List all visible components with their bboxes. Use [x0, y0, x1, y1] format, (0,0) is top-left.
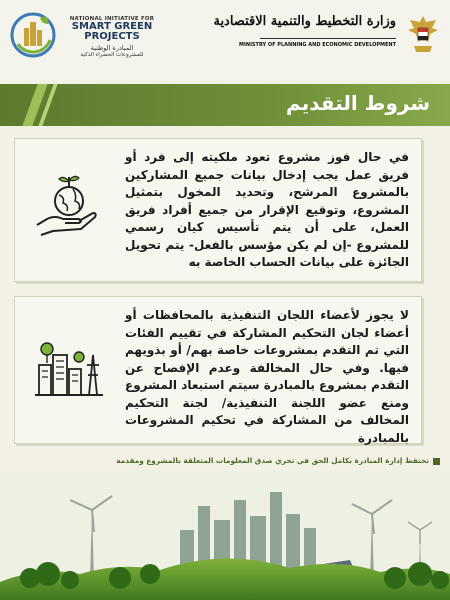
- ministry-name-ar: وزارة التخطيط والتنمية الاقتصادية: [213, 14, 396, 29]
- initiative-emblem-icon: [10, 10, 56, 60]
- bullet-square-icon: [433, 458, 440, 465]
- initiative-en-line2: SMART GREEN: [71, 21, 153, 32]
- disclaimer-note: [10, 456, 440, 465]
- title-bar: [0, 84, 450, 126]
- initiative-en-line3: PROJECTS: [84, 31, 140, 42]
- ministry-logo: [213, 10, 440, 60]
- disclaimer-text: تحتفظ إدارة المبادرة بكامل الحق في تحري صدق المعلومات المتعلقة بالمشروع ومقدمه: [116, 456, 429, 465]
- condition-text-1: في حال فوز مشروع تعود ملكيته إلى فرد أو فريق عمل يجب إدخال بيانات جميع المشاركين بالمشروع المرشح، وتحديد المخول بتمثيل المشروع، وتوقيع الإقرار من جميع أفراد فريق العمل، على أن يتم تأسيس كيان رسمي للمشروع -إن لم يكن مؤسس بالفعل- يتم تحويل الجائزة على بيانات الحساب الخاصة به: [125, 150, 409, 269]
- condition-card-2: [14, 296, 422, 444]
- initiative-ar-line1: المبادرة الوطنية: [90, 44, 134, 52]
- initiative-ar-line2: للمشروعات الخضراء الذكية: [80, 52, 144, 58]
- initiative-logo: [10, 10, 160, 66]
- city-energy-icon: [33, 335, 105, 401]
- ministry-name-en: MINISTRY OF PLANNING AND ECONOMIC DEVELOPMENT: [239, 42, 396, 48]
- header: [0, 0, 450, 80]
- initiative-en-line1: NATIONAL INITIATIVE FOR: [69, 16, 155, 22]
- condition-text-2: لا يجوز لأعضاء اللجان التنفيذية بالمحافظات أو أعضاء لجان التحكيم المشاركة في تقييم الفئات التي تم التقدم بمشروعات خاصة بهم/ أو بذويهم فيها. وفي حال المخالفة وعدم الإفصاح عن التقدم بمشروع بالمبادرة سيتم استبعاد المشروع ومنع عضو اللجنة التنفيذية/ لجنة التحكيم المخالف من المشاركة في تحكيم المشروعات بالمبادرة: [125, 308, 409, 445]
- green-city-illustration: [0, 470, 450, 600]
- ministry-divider: [260, 38, 396, 39]
- condition-card-1: [14, 138, 422, 282]
- eagle-emblem-icon: [406, 12, 440, 56]
- page-title: شروط التقديم: [286, 91, 430, 115]
- hand-plant-globe-icon: [33, 175, 101, 239]
